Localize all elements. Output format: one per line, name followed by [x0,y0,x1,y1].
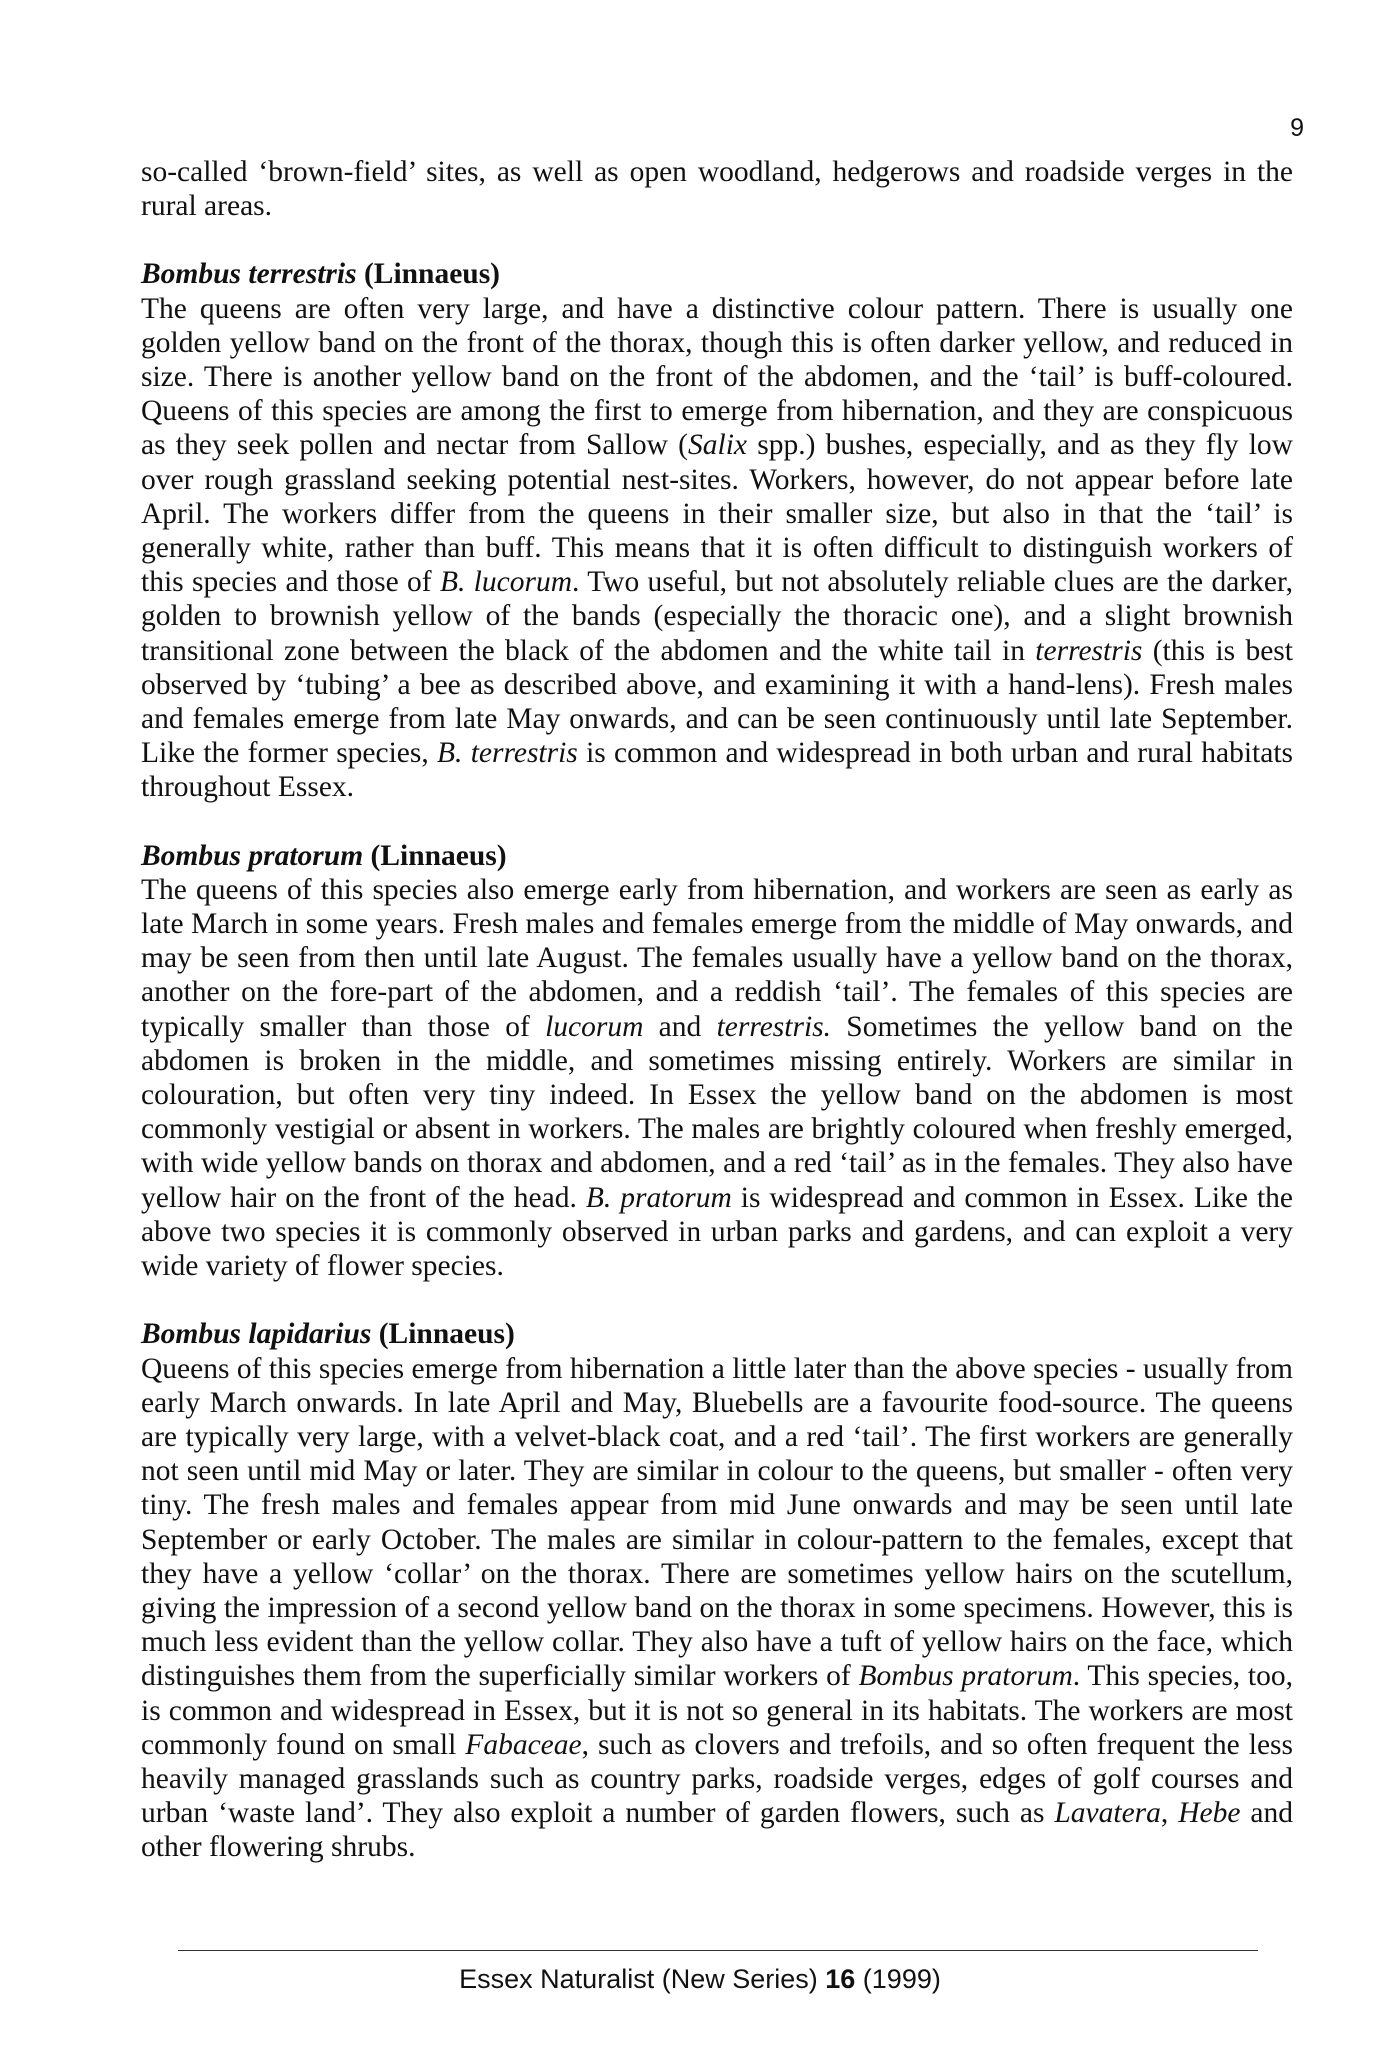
heading-bombus-pratorum [141,839,1293,873]
text-run: The queens of this species also emerge early from hibernation, and workers are seen as early as late March in some years. Fresh males and females emerge from the middle of May onwards, and may be seen from then until late August. The females usually have a yellow band on the thorax, another on the fore-part of the abdomen, and a reddish ‘tail’. The females of this species are typically smaller than those of [141,873,1293,1043]
italic-run: B. terrestris [437,737,578,770]
text-run: , such as clovers and trefoils, and so often frequent the less heavily managed grasslands such as country parks, roadside verges, edges of golf courses and urban ‘waste land’. They also exploit a number of garden flowers, such as [141,1728,1293,1830]
journal-title: Essex Naturalist (New Series) [459,1964,826,1994]
heading-bombus-terrestris [141,257,1293,291]
paragraph-bombus-pratorum [141,873,1293,1283]
footer-divider [178,1950,1258,1951]
italic-run: Bombus pratorum [858,1660,1073,1693]
species-author: (Linnaeus) [363,839,507,872]
species-author: (Linnaeus) [371,1318,515,1351]
species-author: (Linnaeus) [356,258,501,291]
text-run: is common and widespread in both urban and rural habitats throughout Essex. [141,737,1294,804]
page-number: 9 [1290,114,1304,142]
journal-year: (1999) [855,1964,941,1994]
italic-run: terrestris [1035,634,1143,667]
journal-volume: 16 [825,1964,856,1994]
italic-run: Lavatera [1054,1797,1161,1830]
italic-run: Fabaceae [465,1728,582,1761]
text-run: and [643,1010,717,1043]
italic-run: terrestris. [716,1010,832,1043]
intro-paragraph: so-called ‘brown-field’ sites, as well as open woodland, hedgerows and roadside verges in the rural areas. [141,156,1293,223]
text-run: , [1160,1797,1179,1830]
italic-run: Salix [688,429,748,462]
article-body [141,155,1293,1865]
species-name: Bombus terrestris [141,258,357,291]
text-run: and other flowering shrubs. [141,1797,1293,1864]
italic-run: B. lucorum [439,566,573,599]
text-run: Queens of this species emerge from hibernation a little later than the above species - usually from early March onwards. In late April and May, Bluebells are a favourite food-source. The queens are typically very large, with a velvet-black coat, and a red ‘tail’. The first workers are generally not seen until mid May or later. They are similar in colour to the queens, but smaller - often very tiny. The fresh males and females appear from mid June onwards and may be seen until late September or early October. The males are similar in colour-pattern to the females, except that they have a yellow ‘collar’ on the thorax. There are sometimes yellow hairs on the scutellum, giving the impression of a second yellow band on the thorax in some specimens. However, this is much less evident than the yellow collar. They also have a tuft of yellow hairs on the face, which distinguishes them from the superficially similar workers of [141,1352,1293,1693]
paragraph-bombus-lapidarius [141,1352,1293,1865]
text-run: . This species, too, is common and widespread in Essex, but it is not so general in its habitats. The workers are most commonly found on small [141,1660,1294,1761]
species-name: Bombus lapidarius [141,1318,372,1351]
paragraph-bombus-terrestris [141,292,1293,805]
text-run: The queens are often very large, and have a distinctive colour pattern. There is usually one golden yellow band on the front of the thorax, though this is often darker yellow, and reduced in size. There is another yellow band on the front of the abdomen, and the ‘tail’ is buff-coloured. Queens of this species are among the first to emerge from hibernation, and they are conspicuous as they seek pollen and nectar from Sallow ( [141,292,1293,462]
text-run: (this is best observed by ‘tubing’ a bee as described above, and examining it with a hand-lens). Fresh males and females emerge from late May onwards, and can be seen continuously until late September. Like the former species, [141,634,1293,770]
italic-run: lucorum [545,1010,644,1043]
journal-footer [0,1963,1400,1995]
italic-run: B. pratorum [585,1181,732,1214]
italic-run: Hebe [1178,1797,1241,1830]
text-run: spp.) bushes, especially, and as they fly low over rough grassland seeking potential nest-sites. Workers, however, do not appear before late April. The workers differ from the queens in their smaller size, but also in that the ‘tail’ is generally white, rather than buff. This means that it is often difficult to distinguish workers of this species and those of [141,429,1293,599]
species-name: Bombus pratorum [141,839,364,872]
text-run: is widespread and common in Essex. Like the above two species it is commonly observed in urban parks and gardens, and can exploit a very wide variety of flower species. [141,1181,1293,1283]
text-run: . Two useful, but not absolutely reliable clues are the darker, golden to brownish yellow of the bands (especially the thoracic one), and a slight brownish transitional zone between the black of the abdomen and the white tail in [141,566,1294,667]
text-run: Sometimes the yellow band on the abdomen is broken in the middle, and sometimes missing entirely. Workers are similar in colouration, but often very tiny indeed. In Essex the yellow band on the abdomen is most commonly vestigial or absent in workers. The males are brightly coloured when freshly emerged, with wide yellow bands on thorax and abdomen, and a red ‘tail’ as in the females. They also have yellow hair on the front of the head. [141,1010,1294,1214]
heading-bombus-lapidarius [141,1317,1293,1351]
